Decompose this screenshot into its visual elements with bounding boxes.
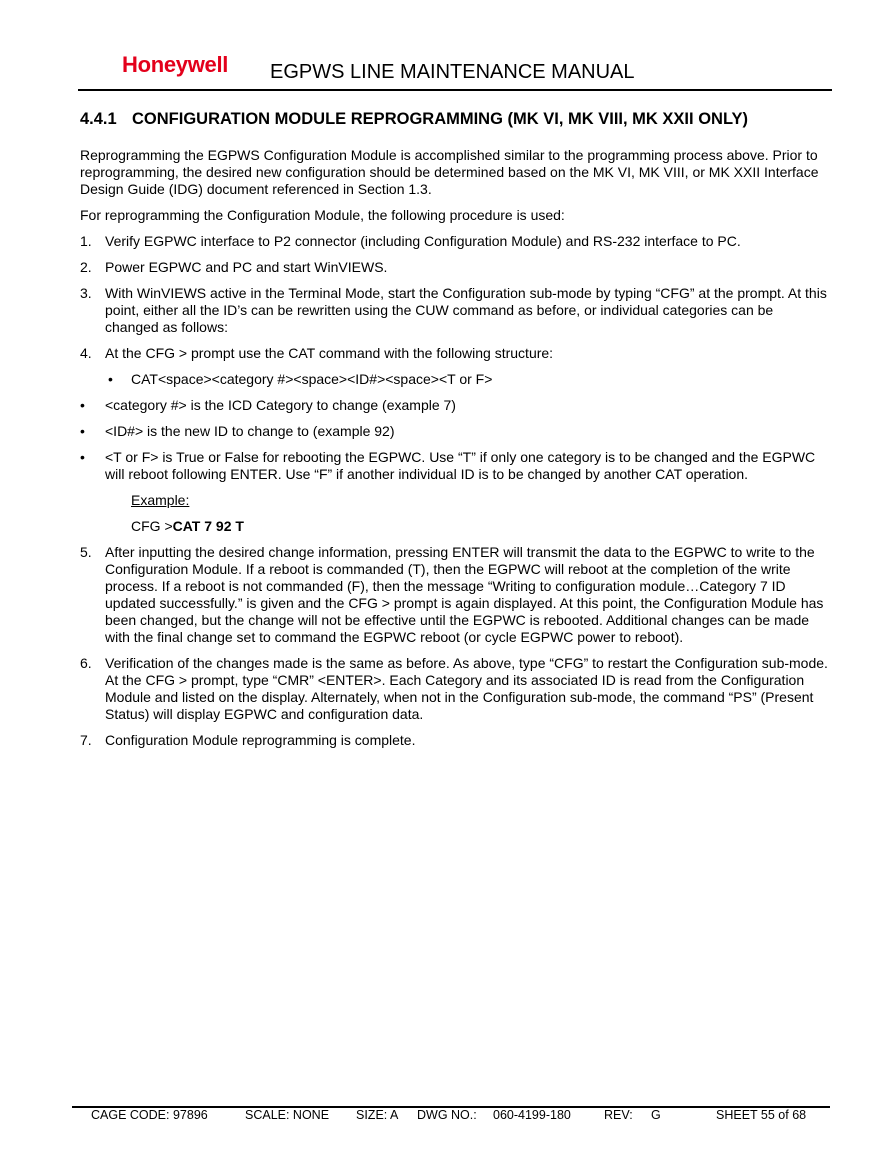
dwg-number: 060-4199-180 [493,1108,571,1122]
cage-code: CAGE CODE: 97896 [91,1108,208,1122]
size: SIZE: A [356,1108,399,1122]
example-command [80,518,830,535]
step-number: 1. [80,233,92,249]
step-text: With WinVIEWS active in the Terminal Mode, start the Configuration sub-mode by typing “CFG” at the prompt. At this point, either all the ID’s can be rewritten using the CUW command as before, or individual categories can be changed as follows: [105,285,827,335]
example-label: Example: [131,492,190,508]
body-content [80,147,830,758]
step-number: 7. [80,732,92,748]
scale: SCALE: NONE [245,1108,330,1122]
procedure-intro: For reprogramming the Configuration Module, the following procedure is used: [80,207,565,223]
example-prompt: CFG > [131,518,173,534]
parameter-bullet [80,397,830,414]
bullet-icon: • [80,397,85,413]
parameter-bullet [80,423,830,440]
procedure-step [80,285,830,336]
rev-label: REV: [604,1108,633,1122]
command-structure [80,371,830,388]
manual-title: EGPWS LINE MAINTENANCE MANUAL [270,61,635,83]
command-structure-text: CAT<space><category #><space><ID#><space><T or F> [131,371,493,387]
bullet-text: <category #> is the ICD Category to change (example 7) [105,397,456,413]
section-title: CONFIGURATION MODULE REPROGRAMMING (MK VI, MK VIII, MK XXII ONLY) [132,110,749,128]
honeywell-logo: Honeywell [122,52,229,77]
dwg-label: DWG NO.: [417,1108,477,1122]
step-number: 6. [80,655,92,671]
procedure-step [80,345,830,362]
procedure-step [80,259,830,276]
step-text: Power EGPWC and PC and start WinVIEWS. [105,259,388,275]
bullet-text: <ID#> is the new ID to change to (example 92) [105,423,395,439]
procedure-step [80,655,830,723]
bullet-icon: • [80,423,85,439]
procedure-step [80,544,830,646]
step-text: Configuration Module reprogramming is complete. [105,732,416,748]
step-number: 5. [80,544,92,560]
section-heading [80,110,748,129]
step-text: Verify EGPWC interface to P2 connector (including Configuration Module) and RS-232 interface to PC. [105,233,741,249]
section-number: 4.4.1 [80,110,117,128]
example-command-text: CAT 7 92 T [172,518,244,534]
bullet-icon: • [80,449,85,465]
step-number: 4. [80,345,92,361]
page-header [78,50,832,90]
sheet-number: SHEET 55 of 68 [716,1108,807,1122]
step-number: 3. [80,285,92,301]
parameter-bullet [80,449,830,483]
rev-value: G [651,1108,661,1122]
step-text: After inputting the desired change information, pressing ENTER will transmit the data to the EGPWC to write to the Configuration Module. If a reboot is commanded (T), then the EGPWC will reboot at the completion of the write process. If a reboot is not commanded (F), then the message “Writing to configuration module…Category 7 ID updated successfully.” is given and the CFG > prompt is again displayed. At this point, the Configuration Module has been changed, but the change will not be effective until the EGPWC is rebooted. Additional changes can be made with the final change set to command the EGPWC reboot (or cycle EGPWC power to reboot). [105,544,824,645]
header-divider [78,89,832,91]
step-text: Verification of the changes made is the same as before. As above, type “CFG” to restart the Configuration sub-mode. At the CFG > prompt, type “CMR” <ENTER>. Each Category and its associated ID is read from the Configuration Module and listed on the display. Alternately, when not in the Configuration sub-mode, the command “PS” (Present Status) will display EGPWC and configuration data. [105,655,828,722]
procedure-step [80,732,830,749]
step-number: 2. [80,259,92,275]
procedure-step [80,233,830,250]
bullet-icon: • [108,371,113,387]
intro-paragraph: Reprogramming the EGPWS Configuration Module is accomplished similar to the programming process above. Prior to reprogramming, the desired new configuration should be determined based on the MK VI, MK VIII, or MK XXII Interface Design Guide (IDG) document referenced in Section 1.3. [80,147,819,197]
bullet-text: <T or F> is True or False for rebooting the EGPWC. Use “T” if only one category is to be changed and the EGPWC will reboot following ENTER. Use “F” if another individual ID is to be changed by another CAT operation. [105,449,816,482]
step-text: At the CFG > prompt use the CAT command with the following structure: [105,345,554,361]
